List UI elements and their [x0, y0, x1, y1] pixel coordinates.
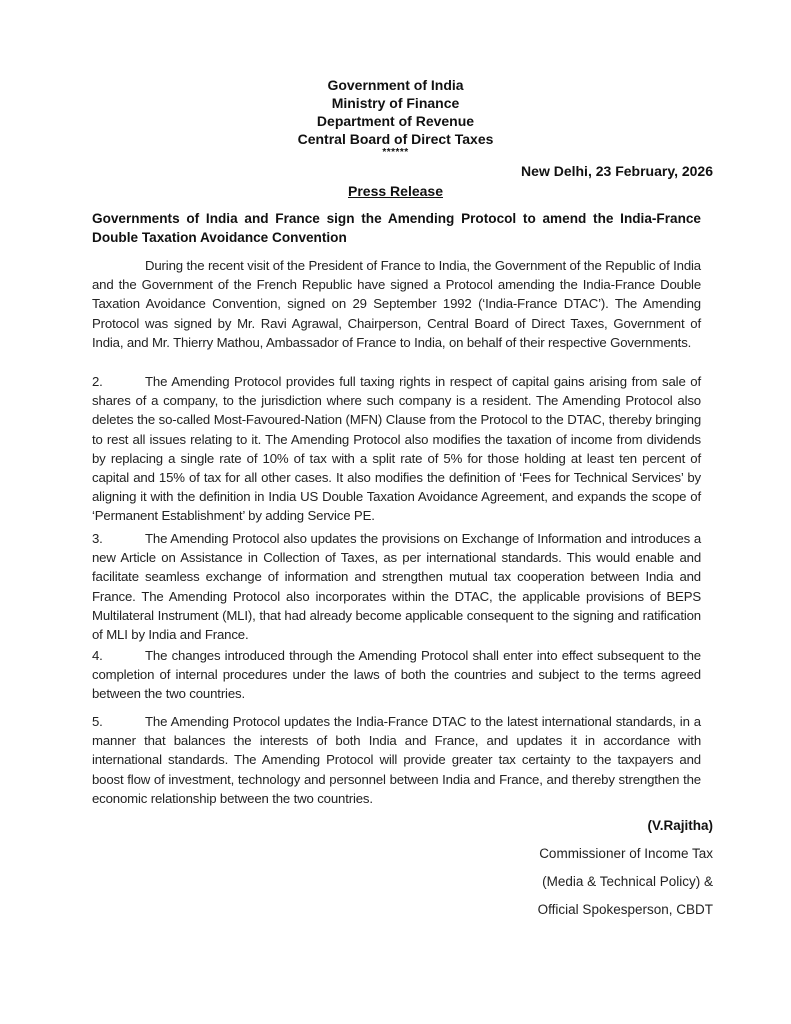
paragraph-text: The Amending Protocol also updates the provisions on Exchange of Information and introduces a new Article on Assistance in Collection of Taxes, as per international standards. This would enable and facilitate seamless exchange of information and strengthen mutual tax cooperation between India and France. The Amending Protocol also incorporates within the DTAC, the applicable provisions of BEPS Multilateral Instrument (MLI), that had already become applicable consequent to the signing and ratification of MLI by India and France. [92, 531, 701, 643]
paragraph-text: The Amending Protocol updates the India-France DTAC to the latest international standards, in a manner that balances the interests of both India and France, and updates it in accordance with international standards. The Amending Protocol will provide greater tax certainty to the taxpayers and boost flow of investment, technology and personnel between India and France, and thereby strengthen the economic relationship between the two countries. [92, 714, 701, 806]
paragraph-number: 2. [92, 374, 103, 389]
paragraph-number: 4. [92, 648, 103, 663]
paragraph-text: The changes introduced through the Amending Protocol shall enter into effect subsequent to the completion of internal procedures under the laws of both the countries and subject to the terms agreed between the two countries. [92, 648, 701, 702]
header-line-government: Government of India [327, 77, 464, 93]
paragraph-2 [92, 372, 701, 526]
signatory-designation-1: Commissioner of Income Tax [539, 846, 713, 861]
paragraph-1 [92, 256, 701, 352]
issuing-authority-header [0, 76, 791, 166]
header-line-department: Department of Revenue [316, 113, 475, 129]
paragraph-number: 5. [92, 714, 103, 729]
paragraph-4 [92, 646, 701, 704]
paragraph-text: The Amending Protocol provides full taxing rights in respect of capital gains arising from sale of shares of a company, to the jurisdiction where such company is a resident. The Amending Protocol also deletes the so-called Most-Favoured-Nation (MFN) Clause from the Protocol to the DTAC, thereby bringing to rest all issues relating to it. The Amending Protocol also modifies the taxation of income from dividends by replacing a single rate of 10% of tax with a split rate of 5% for those holding at least ten percent of capital and 15% of tax for all other cases. It also modifies the definition of ‘Fees for Technical Services’ by aligning it with the definition in India US Double Taxation Avoidance Agreement, and expands the scope of ‘Permanent Establishment’ by adding Service PE. [92, 374, 701, 524]
press-release-title: Governments of India and France sign the Amending Protocol to amend the India-France Double Taxation Avoidance Convention [92, 211, 701, 245]
paragraph-text: During the recent visit of the President of France to India, the Government of the Republic of India and the Government of the French Republic have signed a Protocol amending the India-France Double Taxation Avoidance Convention, signed on 29 September 1992 (‘India-France DTAC’). The Amending Protocol was signed by Mr. Ravi Agrawal, Chairperson, Central Board of Direct Taxes, Government of India, and Mr. Thierry Mathou, Ambassador of France to India, on behalf of their respective Governments. [92, 258, 701, 350]
signatory-designation-2: (Media & Technical Policy) & [542, 874, 713, 889]
paragraph-number: 3. [92, 531, 103, 546]
signatory-designation-3: Official Spokesperson, CBDT [537, 902, 713, 917]
dateline: New Delhi, 23 February, 2026 [521, 163, 713, 179]
header-line-board: Central Board of Direct Taxes [297, 131, 494, 147]
document-type-heading: Press Release [348, 183, 443, 199]
header-line-ministry: Ministry of Finance [331, 95, 460, 111]
signatory-name: (V.Rajitha) [647, 818, 713, 833]
paragraph-3 [92, 529, 701, 644]
header-separator: ****** [382, 147, 409, 158]
paragraph-5 [92, 712, 701, 808]
